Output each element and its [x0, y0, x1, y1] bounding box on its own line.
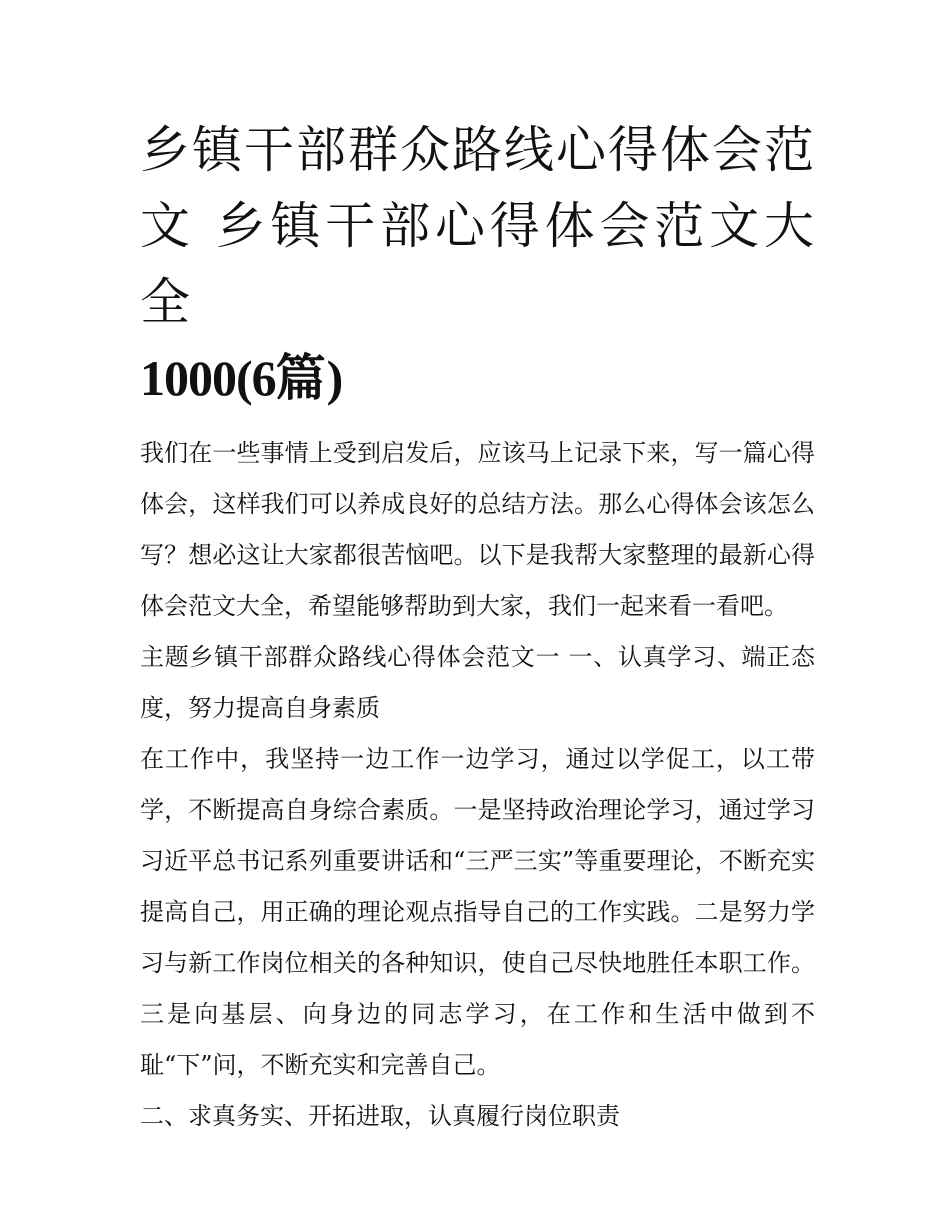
body-paragraph: 在工作中，我坚持一边工作一边学习，通过以学促工，以工带学，不断提高自身综合素质。一是坚持政治理论学习，通过学习习近平总书记系列重要讲话和“三严三实”等重要理论，不断充实提高自己，用正确的理论观点指导自己的工作实践。二是努力学习与新工作岗位相关的各种知识，使自己尽快地胜任本职工作。三是向基层、向身边的同志学习，在工作和生活中做到不耻“下”问，不断充实和完善自己。 — [140, 745, 815, 1079]
document-title — [140, 112, 815, 416]
title-close-paren: ) — [326, 350, 343, 406]
intro-paragraph: 我们在一些事情上受到启发后，应该马上记录下来，写一篇心得体会，这样我们可以养成良好的总结方法。那么心得体会该怎么写？想必这让大家都很苦恼吧。以下是我帮大家整理的最新心得体会范文大全，希望能够帮助到大家，我们一起来看一看吧。 — [140, 439, 815, 620]
section-heading-2: 二、求真务实、开拓进取，认真履行岗位职责 — [140, 1102, 620, 1130]
title-number: 1000(6 — [140, 350, 276, 406]
document-page — [140, 112, 815, 1142]
section-heading-1: 主题乡镇干部群众路线心得体会范文一 一、认真学习、端正态度，努力提高自身素质 — [140, 643, 815, 722]
title-text: 乡镇干部群众路线心得体会范文 乡镇干部心得体会范文大全 — [140, 121, 815, 331]
title-pian: 篇 — [275, 348, 327, 407]
